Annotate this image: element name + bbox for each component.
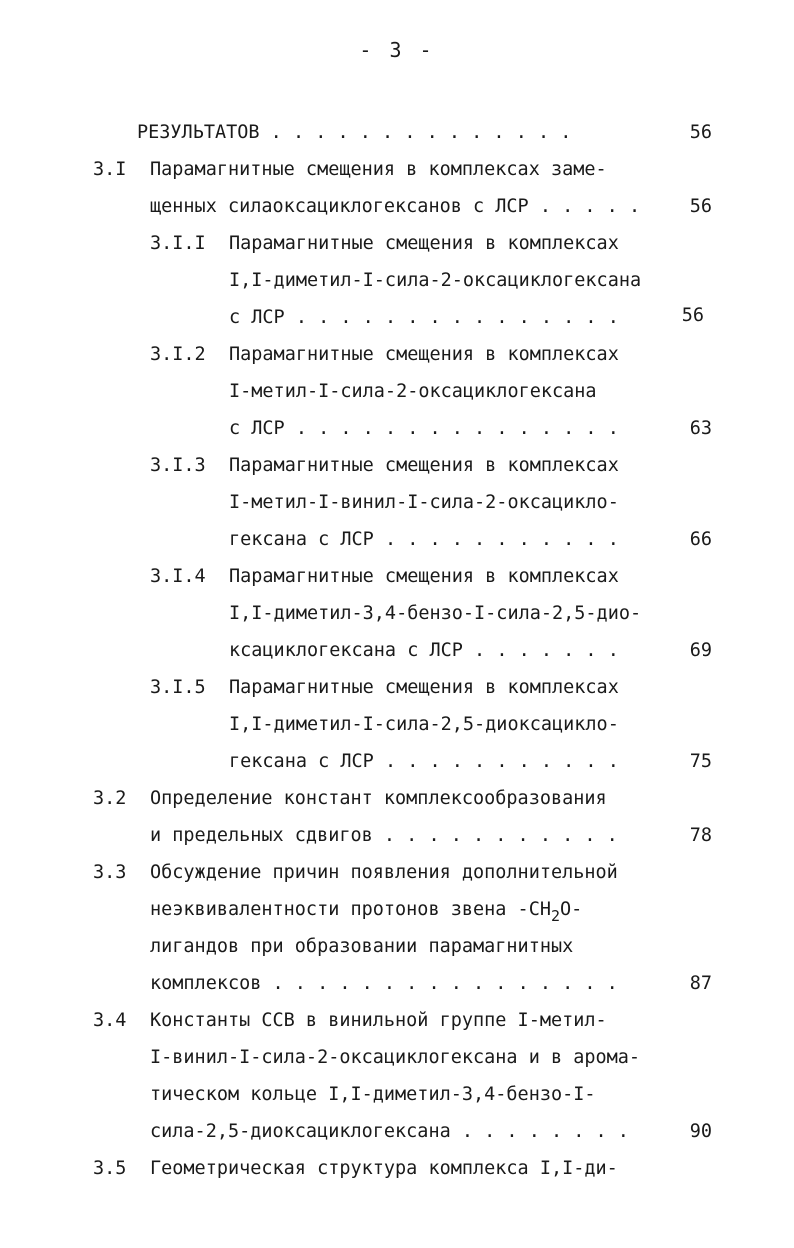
toc-line (150, 1117, 629, 1147)
toc-text: и предельных сдвигов (150, 825, 373, 846)
toc-text: щенных силаоксациклогексанов с ЛСР (150, 196, 529, 217)
toc-line (229, 636, 619, 666)
subscript: 2 (550, 907, 560, 925)
toc-line: I,I-диметил-I-сила-2,5-диоксацикло- (229, 714, 619, 735)
toc-line (137, 118, 571, 148)
toc-page: 87 (689, 973, 712, 994)
leader-dots: . . . . . . . . . . . (384, 529, 619, 550)
toc-page: 90 (689, 1121, 712, 1142)
toc-line: I,I-диметил-I-сила-2-оксациклогексана (229, 270, 642, 291)
toc-line: лигандов при образовании парамагнитных (150, 936, 574, 957)
section-number: 3.I.4 (150, 566, 206, 587)
section-number: 3.4 (93, 1010, 127, 1031)
toc-line (150, 192, 640, 222)
toc-line: Константы ССВ в винильной группе I-метил- (150, 1010, 607, 1031)
leader-dots: . . . . . . . . . . . . . . . (295, 307, 619, 328)
toc-text: с ЛСР (229, 307, 285, 328)
toc-line (229, 303, 619, 333)
toc-page: 78 (689, 825, 712, 846)
toc-text: гексана с ЛСР (229, 529, 374, 550)
toc-line (229, 414, 619, 444)
toc-line: Парамагнитные смещения в комплексах (229, 566, 619, 587)
toc-page: 56 (689, 196, 712, 217)
page-number: - 3 - (359, 38, 435, 62)
section-number: 3.5 (93, 1158, 127, 1179)
section-number: 3.I.2 (150, 344, 206, 365)
toc-line: Парамагнитные смещения в комплексах (229, 677, 619, 698)
toc-line (150, 969, 618, 999)
toc-line: Определение констант комплексообразования (150, 788, 607, 809)
toc-text: ксациклогексана с ЛСР (229, 640, 463, 661)
toc-text: комплексов (150, 973, 262, 994)
toc-line: Геометрическая структура комплекса I,I-ди- (150, 1158, 618, 1179)
leader-dots: . . . . . . . . . . . (383, 825, 618, 846)
leader-dots: . . . . . . . . . . . (384, 751, 619, 772)
section-number: 3.I (93, 159, 127, 180)
toc-text: с ЛСР (229, 418, 285, 439)
toc-page: 75 (689, 751, 712, 772)
toc-line: Парамагнитные смещения в комплексах заме- (150, 159, 607, 180)
toc-text: сила-2,5-диоксациклогексана (150, 1121, 451, 1142)
section-number: 3.3 (93, 862, 127, 883)
toc-line: Парамагнитные смещения в комплексах (229, 344, 619, 365)
section-number: 3.2 (93, 788, 127, 809)
toc-page: 66 (689, 529, 712, 550)
leader-dots: . . . . . (539, 196, 641, 217)
toc-line: I-метил-I-винил-I-сила-2-оксацикло- (229, 492, 619, 513)
leader-dots: . . . . . . . (474, 640, 619, 661)
toc-line (150, 821, 618, 851)
toc-page: 56 (681, 305, 704, 326)
section-number: 3.I.3 (150, 455, 206, 476)
leader-dots: . . . . . . . . . . . . . . . (295, 418, 619, 439)
toc-line: I,I-диметил-3,4-бензо-I-сила-2,5-дио- (229, 603, 642, 624)
toc-line: тическом кольце I,I-диметил-3,4-бензо-I- (150, 1084, 596, 1105)
toc-page: 56 (689, 122, 712, 143)
section-number: 3.I.5 (150, 677, 206, 698)
toc-text: РЕЗУЛЬТАТОВ (137, 122, 260, 143)
toc-line: I-метил-I-сила-2-оксациклогексана (229, 381, 597, 402)
toc-page: 63 (689, 418, 712, 439)
leader-dots: . . . . . . . . . . . . . . (270, 122, 572, 143)
section-number: 3.I.I (150, 233, 206, 254)
toc-text: О- (560, 899, 583, 920)
toc-text: гексана с ЛСР (229, 751, 374, 772)
toc-line (229, 747, 619, 777)
toc-line: Парамагнитные смещения в комплексах (229, 455, 619, 476)
leader-dots: . . . . . . . . (461, 1121, 629, 1142)
toc-line (229, 525, 619, 555)
toc-page: 69 (689, 640, 712, 661)
toc-line: Обсуждение причин появления дополнительной (150, 862, 618, 883)
toc-line (150, 895, 582, 925)
toc-line: I-винил-I-сила-2-оксациклогексана и в арома- (150, 1047, 641, 1068)
toc-text: неэквивалентности протонов звена -СН (150, 899, 551, 920)
leader-dots: . . . . . . . . . . . . . . . . (272, 973, 618, 994)
toc-line: Парамагнитные смещения в комплексах (229, 233, 619, 254)
